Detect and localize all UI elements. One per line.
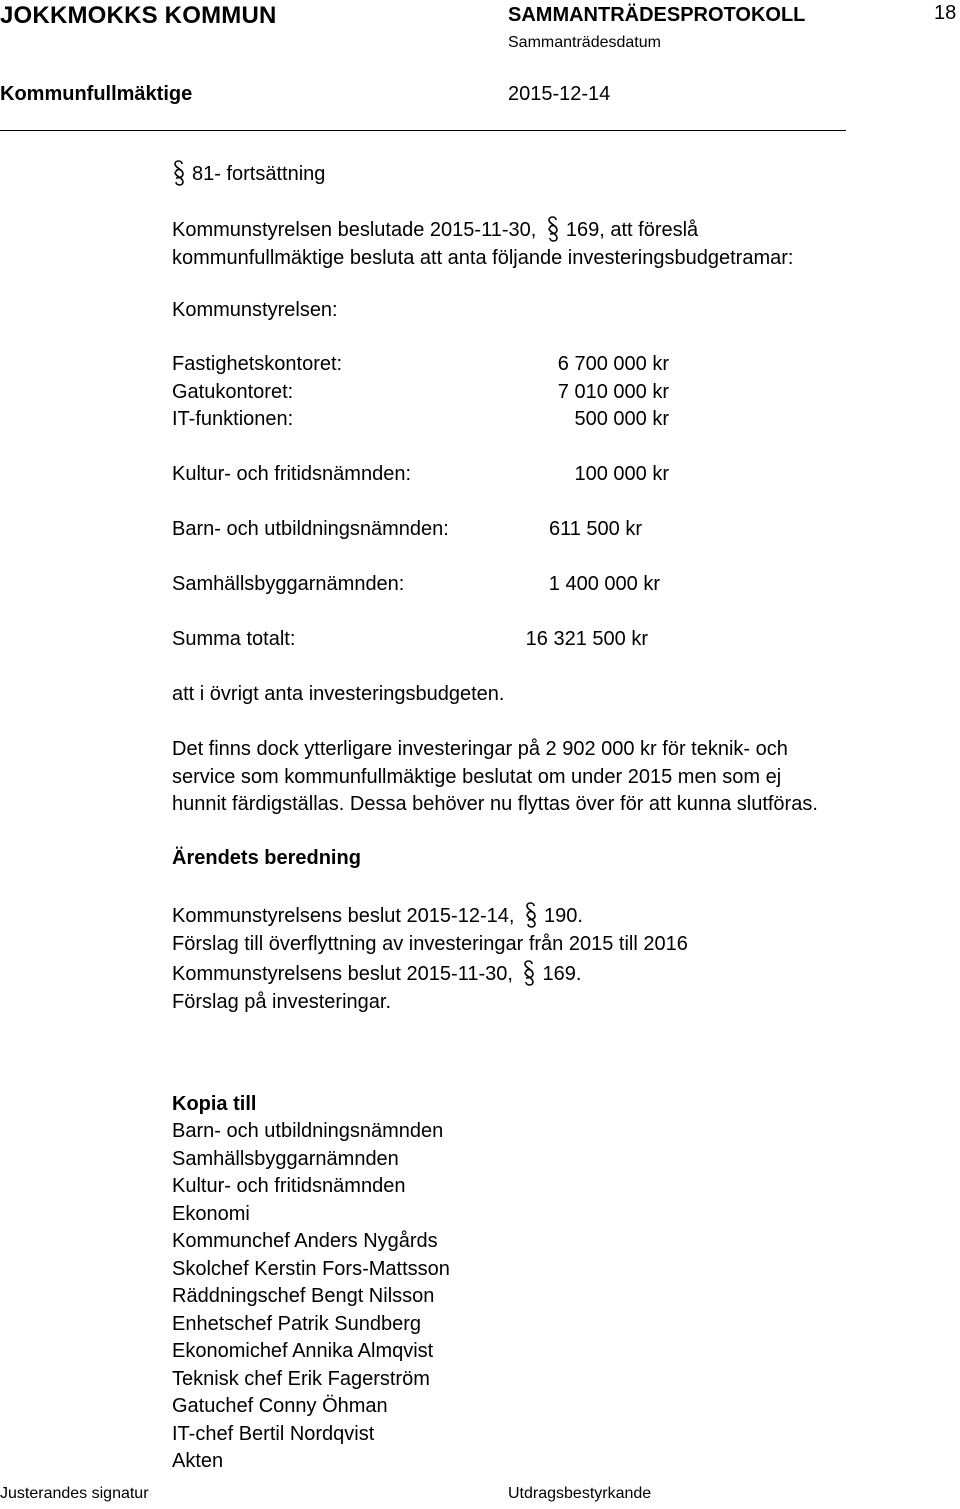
budget-total-amount: 16 321 500 kr <box>525 628 648 650</box>
beredning-item <box>172 900 932 931</box>
section-sign-icon <box>546 214 560 244</box>
kopia-item: IT-chef Bertil Nordqvist <box>172 1422 375 1445</box>
intro-reference: 169, att föreslå <box>565 219 699 241</box>
kopia-item: Akten <box>172 1450 224 1472</box>
beredning-item: Förslag till överflyttning av investeringar från 2015 till 2016 <box>172 932 688 955</box>
budget-amount: 6 700 000 kr <box>557 353 669 375</box>
budget-label: IT-funktionen: <box>172 408 294 430</box>
budget-label: Samhällsbyggarnämnden: <box>172 573 405 595</box>
kopia-list <box>172 1118 932 1476</box>
intro-line-2: kommunfullmäktige besluta att anta följande investeringsbudgetramar: <box>172 246 794 269</box>
beredning-reference: 190. <box>543 905 583 927</box>
beredning-item: Förslag på investeringar. <box>172 990 392 1013</box>
beredning-text: Kommunstyrelsens beslut 2015-11-30, <box>172 963 513 985</box>
beredning-item <box>172 958 932 989</box>
ks-label: Kommunstyrelsen: <box>172 299 338 321</box>
note-paragraph <box>172 736 932 819</box>
kopia-heading: Kopia till <box>172 1093 257 1115</box>
municipality-name: JOKKMOKKS KOMMUN <box>0 2 277 29</box>
kopia-item: Enhetschef Patrik Sundberg <box>172 1312 422 1335</box>
section-sign-icon <box>522 958 536 988</box>
header-rule <box>0 130 846 131</box>
budget-amount: 500 000 kr <box>574 408 669 430</box>
kopia-item: Gatuchef Conny Öhman <box>172 1395 388 1417</box>
budget-total-label: Summa totalt: <box>172 628 296 650</box>
kopia-item: Samhällsbyggarnämnden <box>172 1147 399 1170</box>
kopia-item: Kommunchef Anders Nygårds <box>172 1230 438 1252</box>
note-line: service som kommunfullmäktige beslutat om under 2015 men som ej <box>172 765 782 788</box>
kopia-item: Skolchef Kerstin Fors-Mattsson <box>172 1257 450 1280</box>
budget-amount: 100 000 kr <box>574 463 669 485</box>
note-line: Det finns dock ytterligare investeringar på 2 902 000 kr för teknik- och <box>172 738 788 760</box>
note-line: hunnit färdigställas. Dessa behöver nu flyttas över för att kunna slutföras. <box>172 793 818 815</box>
budget-amount: 7 010 000 kr <box>557 381 669 403</box>
meeting-date: 2015-12-14 <box>508 83 611 105</box>
kopia-item: Barn- och utbildningsnämnden <box>172 1120 444 1142</box>
kopia-item: Kultur- och fritidsnämnden <box>172 1175 406 1197</box>
body-name: Kommunfullmäktige <box>0 83 193 105</box>
budget-label: Barn- och utbildningsnämnden: <box>172 518 449 540</box>
kopia-item: Ekonomi <box>172 1202 250 1225</box>
section-heading-text: 81- fortsättning <box>192 163 326 185</box>
beredning-text: Kommunstyrelsens beslut 2015-12-14, <box>172 905 515 927</box>
page-number: 18 <box>934 2 957 24</box>
closing-text: att i övrigt anta investeringsbudgeten. <box>172 683 505 705</box>
section-sign-icon <box>524 900 538 930</box>
footer-signature-label: Justerandes signatur <box>0 1485 149 1502</box>
budget-amount: 611 500 kr <box>548 518 642 540</box>
budget-amount: 1 400 000 kr <box>548 573 660 595</box>
budget-label: Gatukontoret: <box>172 381 294 403</box>
kopia-item: Ekonomichef Annika Almqvist <box>172 1340 434 1362</box>
section-sign-icon <box>172 158 186 188</box>
intro-paragraph <box>172 214 932 272</box>
beredning-reference: 169. <box>542 963 582 985</box>
budget-label: Kultur- och fritidsnämnden: <box>172 463 412 485</box>
beredning-list <box>172 900 932 1016</box>
date-label: Sammanträdesdatum <box>508 34 661 51</box>
section-heading <box>172 158 325 189</box>
footer-certification-label: Utdragsbestyrkande <box>508 1485 652 1502</box>
budget-label: Fastighetskontoret: <box>172 353 343 375</box>
document-type: SAMMANTRÄDESPROTOKOLL <box>508 4 806 26</box>
beredning-heading: Ärendets beredning <box>172 847 361 869</box>
intro-text: Kommunstyrelsen beslutade 2015-11-30, <box>172 219 537 241</box>
kopia-item: Räddningschef Bengt Nilsson <box>172 1285 435 1307</box>
kopia-item: Teknisk chef Erik Fagerström <box>172 1367 430 1390</box>
